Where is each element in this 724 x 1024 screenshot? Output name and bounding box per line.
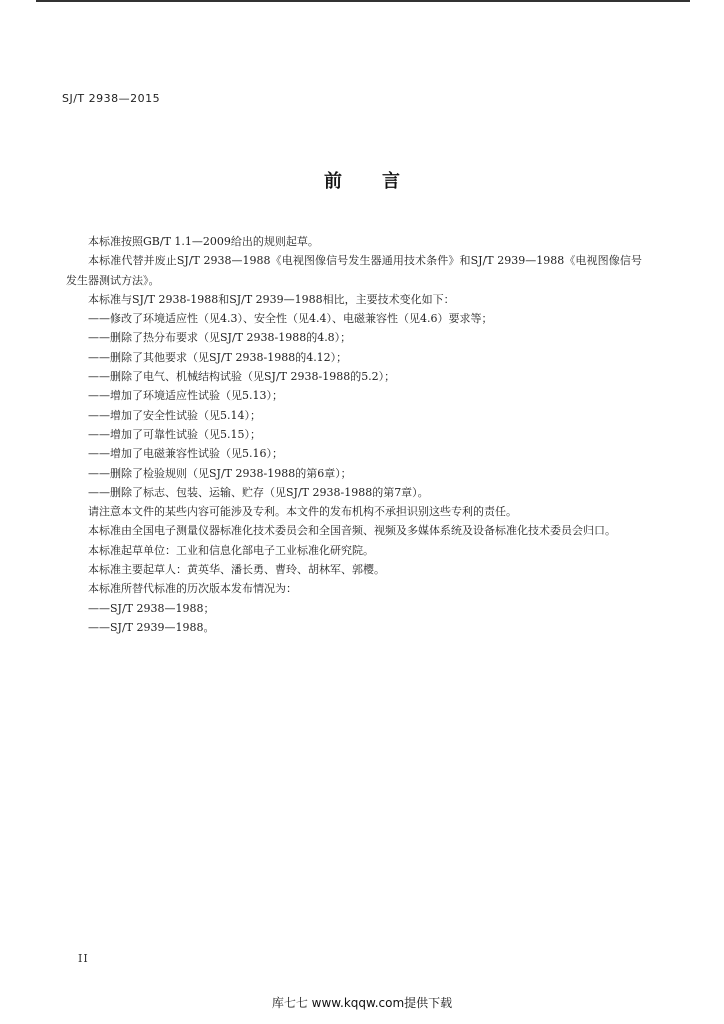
- list-item: ——删除了其他要求（见SJ/T 2938-1988的4.12）；: [88, 350, 348, 364]
- paragraph: 本标准起草单位：工业和信息化部电子工业标准化研究院。: [88, 543, 374, 557]
- page-title: 前言: [324, 171, 440, 192]
- paragraph: 本标准主要起草人：黄英华、潘长勇、曹玲、胡林军、郭樱。: [88, 563, 385, 577]
- list-item: ——删除了标志、包装、运输、贮存（见SJ/T 2938-1988的第7章）。: [88, 485, 429, 499]
- paragraph: 本标准由全国电子测量仪器标准化技术委员会和全国音频、视频及多媒体系统及设备标准化技术委员会归口。: [88, 524, 616, 538]
- list-item: ——增加了可靠性试验（见5.15）；: [88, 427, 261, 441]
- list-item: ——增加了电磁兼容性试验（见5.16）；: [88, 447, 283, 461]
- list-item: ——删除了热分布要求（见SJ/T 2938-1988的4.8）；: [88, 331, 352, 345]
- paragraph: 本标准代替并废止SJ/T 2938—1988《电视图像信号发生器通用技术条件》和SJ/T 2939—1988《电视图像信号发生器测试方法》。: [66, 254, 642, 287]
- list-item: ——增加了环境适应性试验（见5.13）；: [88, 389, 283, 403]
- paragraph: 本标准与SJ/T 2938-1988和SJ/T 2939—1988相比，主要技术变化如下：: [88, 292, 455, 306]
- paragraph: 本标准按照GB/T 1.1—2009给出的规则起草。: [88, 235, 319, 248]
- list-item: ——增加了安全性试验（见5.14）；: [88, 408, 261, 422]
- list-item: ——修改了环境适应性（见4.3）、安全性（见4.4）、电磁兼容性（见4.6）要求等；: [88, 312, 493, 326]
- document-code: SJ/T 2938—2015: [62, 92, 161, 105]
- list-item: ——SJ/T 2939—1988。: [88, 620, 215, 634]
- top-rule: [36, 0, 690, 2]
- paragraph: 本标准所替代标准的历次版本发布情况为：: [88, 582, 297, 596]
- foreword-body: [66, 232, 642, 637]
- page-number: II: [78, 952, 89, 965]
- download-footer: 库七七 www.kqqw.com提供下载: [271, 996, 453, 1010]
- list-item: ——删除了检验规则（见SJ/T 2938-1988的第6章）；: [88, 466, 352, 480]
- list-item: ——删除了电气、机械结构试验（见SJ/T 2938-1988的5.2）；: [88, 370, 396, 384]
- paragraph: 请注意本文件的某些内容可能涉及专利。本文件的发布机构不承担识别这些专利的责任。: [88, 505, 517, 519]
- list-item: ——SJ/T 2938—1988；: [88, 601, 215, 615]
